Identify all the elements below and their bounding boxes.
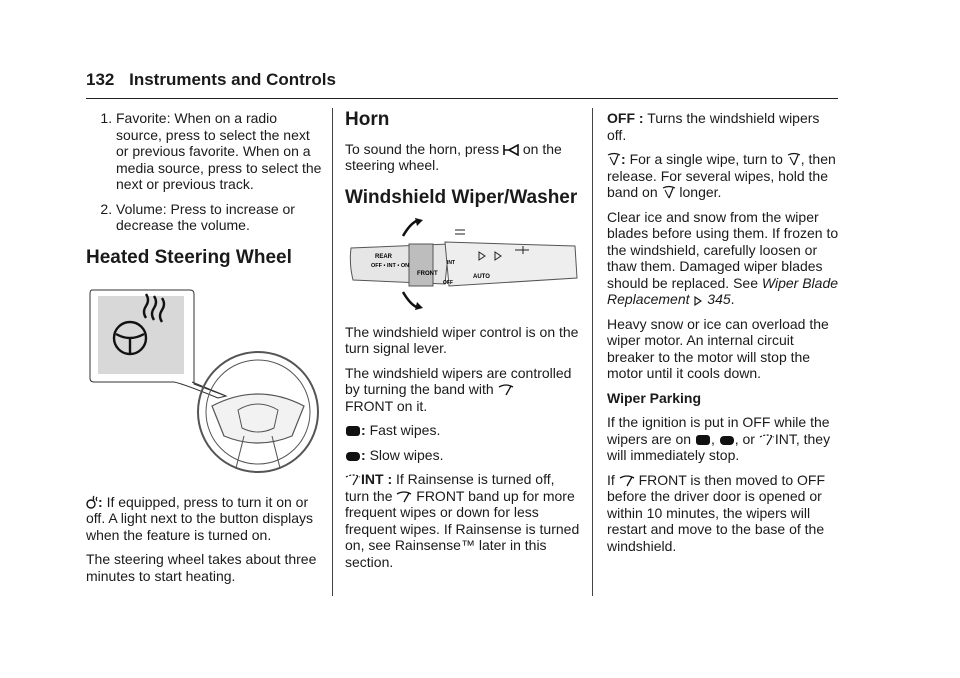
int-label: INT : [361, 471, 393, 487]
park1-b: they will immediately stop. [607, 430, 831, 463]
mist-text-c: longer. [679, 184, 722, 200]
heavy-snow-text: Heavy snow or ice can overload the wiper motor. An internal circuit breaker to the motor will stop the motor until it cools down. [607, 315, 829, 381]
control-list [86, 110, 322, 234]
slow-sep: : [361, 446, 366, 463]
lever-int-label: INT [447, 260, 456, 266]
int-text-b: FRONT band up for more frequent wipes or down for less frequent wipes. If Rainsense is turned on, see Rainsense™ later in this section. [345, 487, 580, 570]
fast-sep: : [361, 422, 366, 438]
icon-separator: : [98, 493, 103, 510]
int-wiper-icon [759, 434, 775, 446]
horn-icon [503, 144, 519, 156]
section-title: Instruments and Controls [129, 70, 336, 89]
heated-wheel-desc [86, 494, 322, 544]
steering-wheel [198, 352, 318, 472]
lever-off-int-on-label: OFF • INT • ON [371, 263, 410, 269]
slow-wipe-icon [719, 434, 735, 446]
mist-text-b: , then release. For several wipes, hold the band on [607, 151, 836, 200]
wiper-blade-replacement-link[interactable]: Wiper Blade Replacement [607, 274, 839, 307]
park1-int: INT, [774, 430, 800, 447]
fast-wipes-row [345, 422, 581, 439]
column-divider-1 [332, 108, 333, 596]
park1-a: If the ignition is put in OFF while the wipers are on [607, 414, 830, 447]
page-ref-icon [693, 296, 703, 306]
front-wiper-icon [619, 475, 635, 487]
off-row [607, 110, 839, 143]
front-wiper-icon [396, 491, 412, 503]
wiper-band-text [345, 365, 581, 415]
heated-wheel-heading: Heated Steering Wheel [86, 246, 292, 268]
fast-wipe-icon [345, 425, 361, 437]
int-row [345, 471, 581, 570]
list-item: 2. Volume: Press to increase or decrease the volume. [116, 201, 322, 234]
lever-front-label: FRONT [417, 271, 438, 277]
wiper-parking-heading: Wiper Parking [607, 389, 702, 406]
horn-text [345, 141, 581, 174]
heated-wheel-icon [86, 495, 98, 509]
park1-comma: , [710, 430, 715, 447]
page-header [86, 70, 336, 90]
column-1 [86, 110, 322, 592]
int-text-a: If Rainsense is turned off, turn the [345, 471, 555, 504]
mist-text-a: For a single wipe, turn to [629, 151, 783, 167]
parking-text-2 [607, 472, 839, 555]
lever-rear-label: REAR [375, 254, 393, 260]
park2-a: If [607, 471, 615, 488]
fast-wipe-icon [695, 434, 711, 446]
lever-off-label: OFF [443, 280, 453, 286]
column-2 [345, 109, 581, 578]
off-text: Turns the windshield wipers off. [607, 110, 820, 143]
header-rule [86, 98, 838, 99]
int-wiper-icon [345, 474, 361, 486]
page-ref-number[interactable]: 345 [707, 291, 731, 307]
mist-icon [787, 152, 801, 166]
wiper-band-text-b: FRONT on it. [345, 397, 428, 414]
list-item: 1. Favorite: When on a radio source, press to select the next or previous favorite. When on a media source, press to select the next or previous track. [116, 110, 322, 193]
column-3 [607, 110, 839, 562]
clear-ice-end: . [730, 291, 735, 307]
horn-text-b: on the steering wheel. [345, 140, 562, 173]
heated-steering-wheel-illustration [86, 286, 322, 476]
heating-time-text: The steering wheel takes about three minutes to start heating. [86, 551, 317, 584]
park2-b: FRONT is then moved to OFF before the driver door is opened or within 10 minutes, the wipers will restart and move to the base of the windshield. [607, 471, 826, 554]
parking-text-1 [607, 414, 839, 464]
wiper-heading: Windshield Wiper/Washer [345, 186, 578, 208]
slow-wipes-text: Slow wipes. [369, 446, 444, 463]
wiper-lever-illustration [345, 218, 579, 310]
wiper-control-location: The windshield wiper control is on the turn signal lever. [345, 323, 579, 356]
horn-heading: Horn [345, 109, 390, 130]
horn-text-a: To sound the horn, press [345, 140, 500, 157]
mist-icon [662, 185, 676, 199]
slow-wipes-row [345, 447, 581, 464]
column-divider-2 [592, 108, 593, 596]
front-wiper-icon [498, 384, 514, 396]
clear-ice-text [607, 209, 839, 308]
page-number: 132 [86, 70, 115, 89]
mist-row [607, 151, 839, 201]
lever-auto-label: AUTO [473, 274, 490, 280]
park1-or: , or [734, 430, 755, 447]
mist-icon [607, 152, 621, 166]
slow-wipe-icon [345, 450, 361, 462]
fast-wipes-text: Fast wipes. [369, 422, 441, 438]
off-label: OFF : [607, 110, 644, 126]
wiper-band-text-a: The windshield wipers are controlled by turning the band with [345, 364, 572, 397]
clear-ice-a: Clear ice and snow from the wiper blades before using them. If frozen to the windshield, carefully loosen or thaw them. Damaged wiper blades should be replaced. See [607, 208, 839, 291]
icon-description: If equipped, press to turn it on or off. A light next to the button displays when the feature is turned on. [86, 493, 314, 543]
mist-sep: : [621, 151, 626, 167]
